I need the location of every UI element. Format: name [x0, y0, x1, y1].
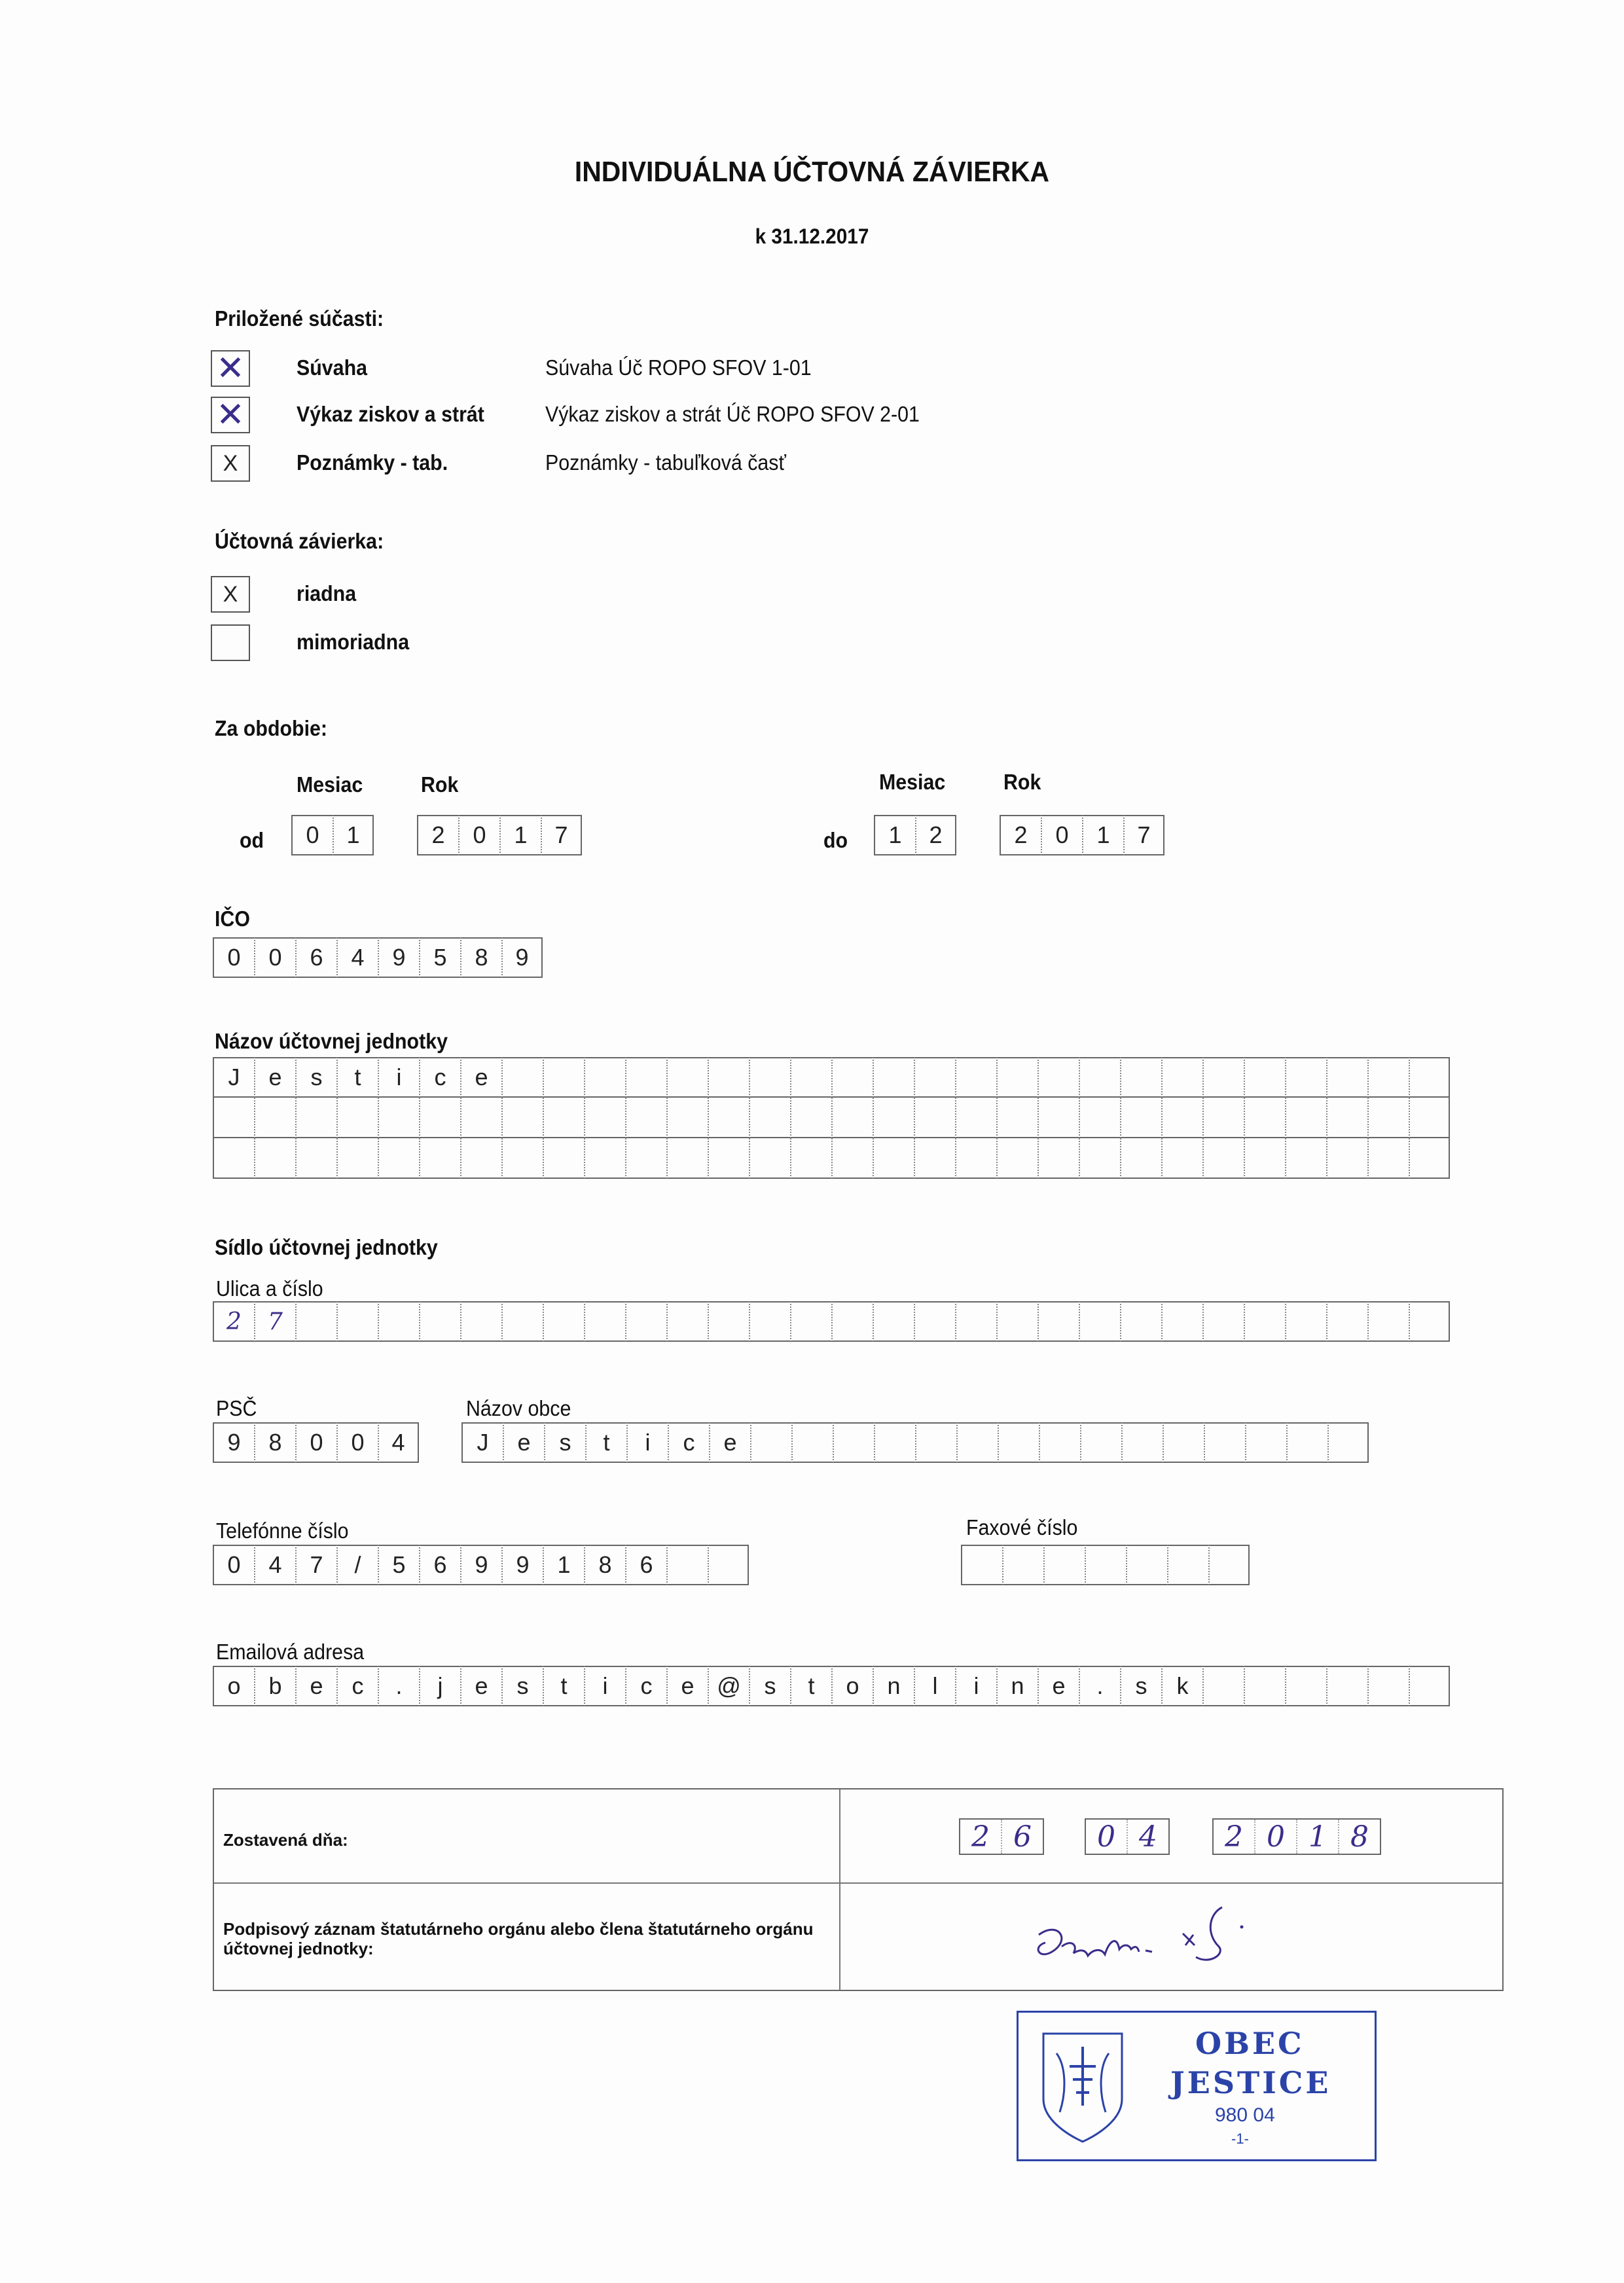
char-cell[interactable] — [955, 1098, 996, 1138]
char-cell[interactable] — [873, 1098, 914, 1138]
char-cell[interactable] — [1367, 1138, 1409, 1179]
char-cell[interactable]: o — [831, 1666, 873, 1706]
char-cell[interactable]: s — [749, 1666, 790, 1706]
from-year-label: Rok — [421, 772, 459, 797]
char-cell[interactable] — [831, 1098, 873, 1138]
street-field[interactable] — [213, 1301, 1450, 1342]
char-cell[interactable] — [336, 1301, 378, 1342]
char-cell[interactable] — [1367, 1057, 1409, 1098]
char-cell[interactable] — [625, 1301, 666, 1342]
char-cell[interactable] — [874, 1422, 915, 1463]
char-cell[interactable]: 1 — [499, 815, 541, 855]
char-cell[interactable]: J — [461, 1422, 503, 1463]
char-cell[interactable]: 2 — [1000, 815, 1041, 855]
char-cell[interactable]: 4 — [336, 937, 378, 978]
char-cell[interactable] — [1244, 1301, 1285, 1342]
seat-heading: Sídlo účtovnej jednotky — [215, 1235, 438, 1259]
char-cell[interactable]: 8 — [254, 1422, 295, 1463]
char-cell[interactable]: 2 — [417, 815, 458, 855]
char-cell[interactable] — [790, 1138, 831, 1179]
char-cell[interactable] — [749, 1098, 790, 1138]
street-label: Ulica a číslo — [216, 1276, 323, 1301]
char-cell[interactable] — [956, 1422, 998, 1463]
date-digit[interactable]: 0 — [1254, 1820, 1296, 1854]
document-date: k 31.12.2017 — [755, 225, 869, 248]
char-cell[interactable]: 0 — [458, 815, 499, 855]
char-cell[interactable] — [914, 1138, 955, 1179]
char-cell[interactable] — [1409, 1666, 1450, 1706]
char-cell[interactable] — [1409, 1098, 1450, 1138]
closing-type-checkbox[interactable]: X — [211, 576, 250, 613]
char-cell[interactable]: t — [585, 1422, 626, 1463]
char-cell[interactable] — [1244, 1098, 1285, 1138]
attachment-checkbox[interactable]: ✕ — [211, 350, 250, 387]
char-cell[interactable]: s — [1120, 1666, 1161, 1706]
char-cell[interactable] — [790, 1098, 831, 1138]
char-cell[interactable]: 0 — [336, 1422, 378, 1463]
char-cell[interactable]: e — [254, 1057, 295, 1098]
char-cell[interactable] — [1244, 1666, 1285, 1706]
stamp-line-3: 980 04 — [1215, 2104, 1275, 2126]
char-cell[interactable] — [749, 1138, 790, 1179]
char-cell[interactable]: 4 — [378, 1422, 419, 1463]
char-cell[interactable]: 8 — [584, 1545, 625, 1585]
city-label: Názov obce — [466, 1396, 571, 1420]
char-cell[interactable] — [750, 1422, 791, 1463]
char-cell[interactable] — [1285, 1666, 1326, 1706]
char-cell[interactable] — [1367, 1098, 1409, 1138]
signature-label: Podpisový záznam štatutárneho orgánu alebo člena štatutárneho orgánu účtovnej jednotky: — [223, 1919, 814, 1958]
char-cell[interactable]: 9 — [501, 937, 543, 978]
char-cell[interactable] — [625, 1098, 666, 1138]
char-cell[interactable] — [1202, 1098, 1244, 1138]
char-cell[interactable] — [501, 1301, 543, 1342]
ico-label: IČO — [215, 907, 250, 931]
char-cell[interactable] — [1038, 1301, 1079, 1342]
char-cell[interactable]: e — [295, 1666, 336, 1706]
char-cell[interactable] — [996, 1138, 1038, 1179]
char-cell[interactable] — [1121, 1422, 1163, 1463]
char-cell[interactable] — [873, 1301, 914, 1342]
char-cell[interactable] — [955, 1138, 996, 1179]
char-cell[interactable] — [625, 1138, 666, 1179]
date-digit[interactable]: 8 — [1338, 1820, 1380, 1854]
to-year-field[interactable] — [1000, 815, 1164, 855]
date-digit[interactable]: 6 — [1001, 1820, 1043, 1854]
char-cell[interactable]: e — [709, 1422, 750, 1463]
char-cell[interactable] — [543, 1301, 584, 1342]
char-cell[interactable] — [666, 1057, 708, 1098]
compiled-year-field[interactable] — [1212, 1818, 1381, 1855]
char-cell[interactable] — [213, 1098, 254, 1138]
char-cell[interactable] — [831, 1057, 873, 1098]
char-cell[interactable] — [254, 1098, 295, 1138]
char-cell[interactable] — [625, 1057, 666, 1098]
char-cell[interactable] — [295, 1138, 336, 1179]
date-digit[interactable]: 1 — [1296, 1820, 1338, 1854]
char-cell[interactable]: s — [544, 1422, 585, 1463]
ico-field[interactable] — [213, 937, 543, 978]
char-cell[interactable] — [790, 1057, 831, 1098]
email-label: Emailová adresa — [216, 1640, 365, 1664]
phone-field[interactable] — [213, 1545, 749, 1585]
char-cell[interactable]: 6 — [625, 1545, 666, 1585]
attachment-description: Výkaz ziskov a strát Úč ROPO SFOV 2-01 — [545, 402, 920, 426]
char-cell[interactable]: 7 — [1123, 815, 1164, 855]
stamp-line-4: -1- — [1231, 2130, 1249, 2147]
document-title: INDIVIDUÁLNA ÚČTOVNÁ ZÁVIERKA — [574, 156, 1050, 188]
char-cell[interactable] — [543, 1138, 584, 1179]
char-cell[interactable] — [1163, 1422, 1204, 1463]
char-cell[interactable] — [996, 1301, 1038, 1342]
psc-label: PSČ — [216, 1396, 257, 1420]
char-cell[interactable] — [915, 1422, 956, 1463]
char-cell[interactable]: / — [336, 1545, 378, 1585]
char-cell[interactable] — [1367, 1301, 1409, 1342]
char-cell[interactable] — [1039, 1422, 1080, 1463]
to-year-label: Rok — [1003, 770, 1041, 794]
closing-type-label: mimoriadna — [297, 630, 410, 654]
char-cell[interactable] — [1326, 1098, 1367, 1138]
char-cell[interactable]: 7 — [541, 815, 582, 855]
char-cell[interactable]: l — [914, 1666, 955, 1706]
fax-label: Faxové číslo — [966, 1515, 1078, 1539]
char-cell[interactable]: c — [419, 1057, 460, 1098]
char-cell[interactable]: 0 — [254, 937, 295, 978]
char-cell[interactable] — [1161, 1098, 1202, 1138]
char-cell[interactable] — [1085, 1545, 1126, 1585]
attachment-description: Súvaha Úč ROPO SFOV 1-01 — [545, 355, 812, 380]
char-cell[interactable] — [254, 1138, 295, 1179]
char-cell[interactable] — [1326, 1301, 1367, 1342]
attachment-label: Súvaha — [297, 355, 367, 380]
date-digit[interactable]: 2 — [971, 1820, 990, 1854]
char-cell[interactable] — [543, 1098, 584, 1138]
char-cell[interactable]: c — [625, 1666, 666, 1706]
char-cell[interactable] — [378, 1301, 419, 1342]
char-cell[interactable] — [708, 1138, 749, 1179]
date-digit[interactable]: 4 — [1127, 1820, 1168, 1854]
char-cell[interactable] — [1043, 1545, 1085, 1585]
email-field[interactable] — [213, 1666, 1450, 1706]
char-cell[interactable]: 0 — [213, 1545, 254, 1585]
char-cell[interactable] — [501, 1098, 543, 1138]
char-cell[interactable] — [666, 1545, 708, 1585]
char-cell[interactable] — [1079, 1301, 1120, 1342]
char-cell[interactable] — [584, 1057, 625, 1098]
from-year-field[interactable] — [417, 815, 582, 855]
char-cell[interactable] — [378, 1138, 419, 1179]
stamp-line-1: OBEC — [1195, 2026, 1305, 2061]
char-cell[interactable] — [666, 1301, 708, 1342]
char-cell[interactable] — [873, 1138, 914, 1179]
char-cell[interactable] — [1244, 1057, 1285, 1098]
char-cell[interactable] — [666, 1138, 708, 1179]
char-cell[interactable] — [1409, 1301, 1450, 1342]
char-cell[interactable]: 5 — [378, 1545, 419, 1585]
char-cell[interactable] — [336, 1138, 378, 1179]
char-cell[interactable] — [419, 1301, 460, 1342]
char-cell[interactable] — [1126, 1545, 1167, 1585]
attachment-checkbox[interactable]: ✕ — [211, 397, 250, 433]
char-cell[interactable] — [584, 1098, 625, 1138]
char-cell[interactable] — [1202, 1666, 1244, 1706]
char-cell[interactable] — [584, 1138, 625, 1179]
char-cell[interactable] — [1326, 1138, 1367, 1179]
char-cell[interactable] — [584, 1301, 625, 1342]
char-cell[interactable]: i — [626, 1422, 668, 1463]
char-cell[interactable] — [708, 1301, 749, 1342]
compiled-day-field[interactable] — [959, 1818, 1044, 1855]
char-cell[interactable] — [1161, 1057, 1202, 1098]
char-cell[interactable] — [501, 1057, 543, 1098]
char-cell[interactable]: 9 — [213, 1422, 254, 1463]
char-cell[interactable]: k — [1161, 1666, 1202, 1706]
signature-box — [213, 1788, 1504, 1991]
char-cell[interactable]: t — [336, 1057, 378, 1098]
psc-field[interactable] — [213, 1422, 419, 1463]
char-cell[interactable]: e — [503, 1422, 544, 1463]
attachment-checkbox[interactable]: X — [211, 445, 250, 482]
char-cell[interactable]: 1 — [543, 1545, 584, 1585]
coat-of-arms-icon — [1030, 2021, 1135, 2151]
from-month-label: Mesiac — [297, 772, 363, 797]
char-cell[interactable] — [1244, 1138, 1285, 1179]
closing-type-heading: Účtovná závierka: — [215, 529, 384, 553]
phone-label: Telefónne číslo — [216, 1519, 349, 1543]
char-cell[interactable] — [419, 1098, 460, 1138]
char-cell[interactable] — [1038, 1098, 1079, 1138]
attachment-label: Výkaz ziskov a strát — [297, 402, 484, 426]
char-cell[interactable]: e — [460, 1057, 501, 1098]
char-cell[interactable] — [1120, 1057, 1161, 1098]
char-cell[interactable] — [955, 1057, 996, 1098]
to-month-label: Mesiac — [879, 770, 946, 794]
char-cell[interactable] — [1245, 1422, 1286, 1463]
char-cell[interactable] — [1079, 1057, 1120, 1098]
period-heading: Za obdobie: — [215, 716, 328, 740]
char-cell[interactable]: i — [378, 1057, 419, 1098]
char-cell[interactable] — [1120, 1301, 1161, 1342]
char-cell[interactable]: J — [213, 1057, 254, 1098]
char-cell[interactable]: 0 — [1041, 815, 1082, 855]
char-cell[interactable]: 5 — [419, 937, 460, 978]
char-cell[interactable]: 7 — [295, 1545, 336, 1585]
char-cell[interactable] — [378, 1098, 419, 1138]
char-cell[interactable]: 1 — [333, 815, 374, 855]
char-cell[interactable] — [1080, 1422, 1121, 1463]
char-cell[interactable]: j — [419, 1666, 460, 1706]
char-cell[interactable] — [1202, 1301, 1244, 1342]
compiled-date-label: Zostavená dňa: — [223, 1830, 348, 1850]
char-cell[interactable]: n — [996, 1666, 1038, 1706]
signature-box-divider — [214, 1882, 1502, 1884]
date-digit[interactable]: 2 — [1225, 1820, 1243, 1854]
char-cell[interactable] — [831, 1301, 873, 1342]
char-cell[interactable] — [833, 1422, 874, 1463]
char-cell[interactable] — [460, 1138, 501, 1179]
closing-type-checkbox[interactable] — [211, 624, 250, 661]
char-cell[interactable] — [831, 1138, 873, 1179]
char-cell[interactable] — [1161, 1138, 1202, 1179]
entity-name-field[interactable] — [213, 1057, 1450, 1179]
entity-name-label: Názov účtovnej jednotky — [215, 1029, 448, 1053]
char-cell[interactable]: 9 — [501, 1545, 543, 1585]
attachment-label: Poznámky - tab. — [297, 450, 448, 475]
signature-box-column-divider — [839, 1789, 840, 1990]
char-cell[interactable] — [749, 1057, 790, 1098]
stamp-line-2: JESTICE — [1170, 2065, 1331, 2100]
char-cell[interactable]: . — [378, 1666, 419, 1706]
char-cell[interactable] — [914, 1057, 955, 1098]
char-cell[interactable] — [295, 1301, 336, 1342]
char-cell[interactable]: 6 — [295, 937, 336, 978]
char-cell[interactable] — [1409, 1138, 1450, 1179]
char-cell[interactable] — [1285, 1098, 1326, 1138]
attachment-description: Poznámky - tabuľková časť — [545, 450, 786, 475]
char-cell[interactable] — [460, 1301, 501, 1342]
char-cell[interactable]: e — [1038, 1666, 1079, 1706]
char-cell[interactable]: n — [873, 1666, 914, 1706]
char-cell[interactable]: t — [790, 1666, 831, 1706]
char-cell[interactable] — [961, 1545, 1002, 1585]
char-cell[interactable]: 1 — [1082, 815, 1123, 855]
char-cell[interactable] — [1204, 1422, 1245, 1463]
char-cell[interactable] — [1120, 1098, 1161, 1138]
char-cell[interactable]: t — [543, 1666, 584, 1706]
char-cell[interactable] — [1409, 1057, 1450, 1098]
char-cell[interactable]: @ — [708, 1666, 749, 1706]
char-cell[interactable] — [1038, 1057, 1079, 1098]
char-cell[interactable] — [996, 1057, 1038, 1098]
char-cell[interactable] — [790, 1301, 831, 1342]
char-cell[interactable] — [955, 1301, 996, 1342]
char-cell[interactable] — [996, 1098, 1038, 1138]
char-cell[interactable] — [708, 1098, 749, 1138]
char-cell[interactable]: . — [1079, 1666, 1120, 1706]
official-stamp — [1017, 2011, 1377, 2161]
char-cell[interactable] — [666, 1098, 708, 1138]
handwritten-signature — [1026, 1901, 1392, 1986]
char-cell[interactable] — [1326, 1057, 1367, 1098]
char-cell[interactable] — [749, 1301, 790, 1342]
char-cell[interactable] — [1285, 1301, 1326, 1342]
char-cell[interactable]: 6 — [419, 1545, 460, 1585]
char-cell[interactable] — [460, 1098, 501, 1138]
char-cell[interactable] — [1327, 1422, 1369, 1463]
attachments-heading: Priložené súčasti: — [215, 306, 384, 331]
char-cell[interactable] — [873, 1057, 914, 1098]
char-cell[interactable]: s — [501, 1666, 543, 1706]
char-cell[interactable]: e — [460, 1666, 501, 1706]
period-to-label: do — [823, 828, 848, 852]
char-cell[interactable]: 0 — [213, 937, 254, 978]
char-cell[interactable] — [914, 1301, 955, 1342]
char-cell[interactable]: 4 — [254, 1545, 295, 1585]
char-cell[interactable] — [1286, 1422, 1327, 1463]
char-cell[interactable] — [501, 1138, 543, 1179]
char-cell[interactable] — [791, 1422, 833, 1463]
char-cell[interactable] — [543, 1057, 584, 1098]
char-cell[interactable] — [1326, 1666, 1367, 1706]
char-cell[interactable]: i — [955, 1666, 996, 1706]
char-cell[interactable] — [1079, 1098, 1120, 1138]
closing-type-label: riadna — [297, 581, 357, 605]
to-month-field[interactable] — [874, 815, 956, 855]
char-cell[interactable] — [1202, 1057, 1244, 1098]
char-cell[interactable] — [1208, 1545, 1250, 1585]
char-cell[interactable] — [213, 1138, 254, 1179]
char-cell[interactable] — [419, 1138, 460, 1179]
from-month-field[interactable] — [291, 815, 374, 855]
char-cell[interactable]: 1 — [874, 815, 915, 855]
char-cell[interactable]: 2 — [213, 1301, 254, 1342]
fax-field[interactable] — [961, 1545, 1250, 1585]
char-cell[interactable]: s — [295, 1057, 336, 1098]
char-cell[interactable] — [1079, 1138, 1120, 1179]
char-cell[interactable] — [708, 1545, 749, 1585]
char-cell[interactable] — [998, 1422, 1039, 1463]
char-cell[interactable] — [708, 1057, 749, 1098]
char-cell[interactable]: i — [584, 1666, 625, 1706]
char-cell[interactable] — [1120, 1138, 1161, 1179]
char-cell[interactable]: o — [213, 1666, 254, 1706]
char-cell[interactable]: e — [666, 1666, 708, 1706]
char-cell[interactable]: 8 — [460, 937, 501, 978]
char-cell[interactable] — [914, 1098, 955, 1138]
char-cell[interactable] — [295, 1098, 336, 1138]
char-cell[interactable] — [1002, 1545, 1043, 1585]
compiled-month-field[interactable] — [1085, 1818, 1170, 1855]
char-cell[interactable] — [1038, 1138, 1079, 1179]
char-cell[interactable] — [1285, 1057, 1326, 1098]
char-cell[interactable] — [1161, 1301, 1202, 1342]
char-cell[interactable]: 0 — [291, 815, 333, 855]
char-cell[interactable]: c — [336, 1666, 378, 1706]
char-cell[interactable]: 2 — [915, 815, 956, 855]
city-field[interactable] — [461, 1422, 1369, 1463]
char-cell[interactable]: b — [254, 1666, 295, 1706]
char-cell[interactable] — [1167, 1545, 1208, 1585]
char-cell[interactable] — [1202, 1138, 1244, 1179]
char-cell[interactable] — [1367, 1666, 1409, 1706]
char-cell[interactable]: 9 — [378, 937, 419, 978]
char-cell[interactable]: c — [668, 1422, 709, 1463]
char-cell[interactable]: 7 — [254, 1301, 295, 1342]
char-cell[interactable] — [336, 1098, 378, 1138]
period-from-label: od — [240, 828, 264, 852]
char-cell[interactable] — [1285, 1138, 1326, 1179]
char-cell[interactable]: 0 — [295, 1422, 336, 1463]
date-digit[interactable]: 0 — [1097, 1820, 1115, 1854]
char-cell[interactable]: 9 — [460, 1545, 501, 1585]
